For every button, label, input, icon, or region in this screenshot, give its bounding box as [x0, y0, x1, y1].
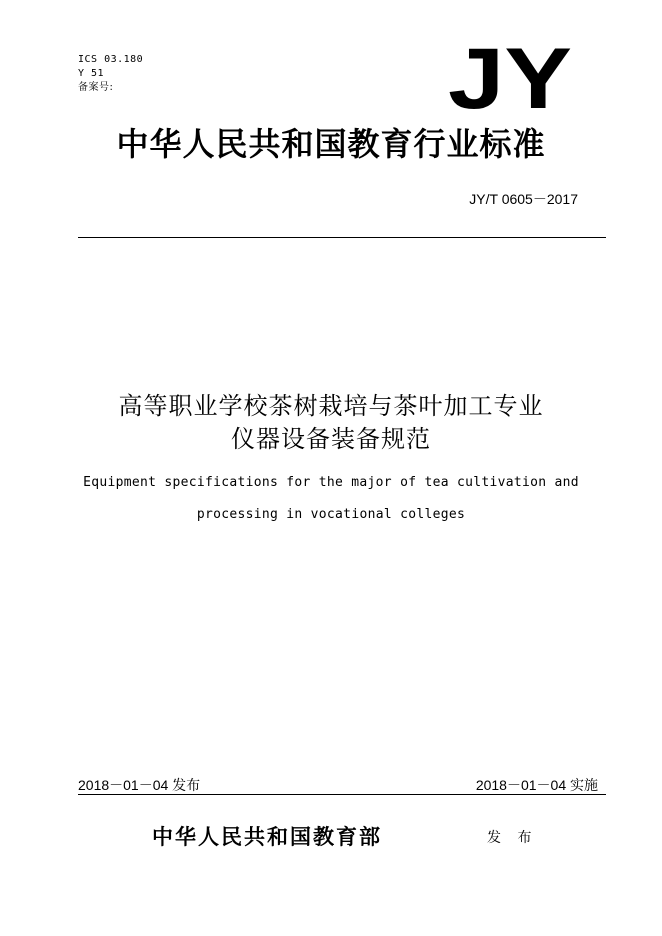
standard-organization-title: 中华人民共和国教育行业标准: [116, 125, 546, 163]
record-number: 备案号:: [78, 82, 114, 93]
publish-label: 发 布: [487, 830, 538, 846]
standard-number: JY/T 0605－2017: [469, 191, 578, 207]
ics-code: ICS 03.180: [78, 54, 144, 65]
title-english-line-2: processing in vocational colleges: [196, 507, 466, 522]
implementation-date: 2018－01－04 实施: [475, 777, 598, 793]
svg-text:JY: JY: [448, 34, 572, 114]
jy-logo: [446, 34, 574, 114]
issue-date: 2018－01－04 发布: [78, 777, 201, 793]
title-chinese-line-1: 高等职业学校茶树栽培与茶叶加工专业: [118, 392, 544, 420]
title-english-line-1: Equipment specifications for the major of tea cultivation and: [83, 475, 579, 490]
bottom-divider: [78, 794, 606, 795]
publisher-name: 中华人民共和国教育部: [152, 824, 382, 849]
classification-code: Y 51: [78, 68, 105, 79]
top-divider: [78, 237, 606, 238]
title-chinese-line-2: 仪器设备装备规范: [231, 425, 431, 453]
